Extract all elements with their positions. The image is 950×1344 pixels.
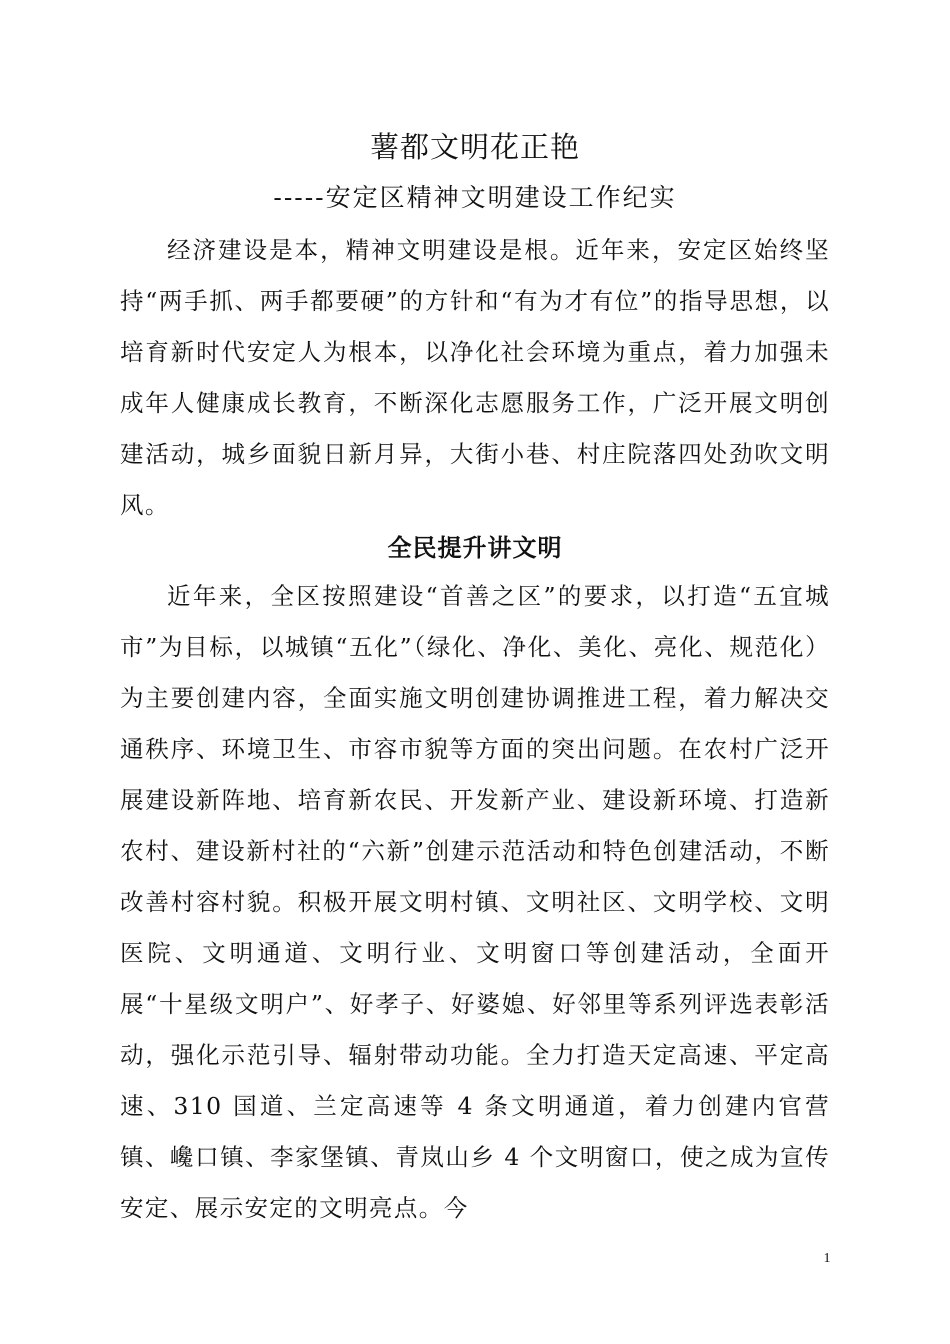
document-title: 薯都文明花正艳	[369, 130, 580, 164]
document-subtitle: -----安定区精神文明建设工作纪实	[273, 183, 677, 212]
section-heading: 全民提升讲文明	[387, 534, 563, 562]
intro-paragraph: 经济建设是本，精神文明建设是根。近年来，安定区始终坚持“两手抓、两手都要硬”的方针和“有为才有位”的指导思想，以培育新时代安定人为根本，以净化社会环境为重点，着力加强未成年人健康成长教育，不断深化志愿服务工作，广泛开展文明创建活动，城乡面貌日新月异，大街小巷、村庄院落四处劲吹文明风。	[120, 236, 830, 519]
body-paragraph: 近年来，全区按照建设“首善之区”的要求，以打造“五宜城市”为目标，以城镇“五化”（绿化、净化、美化、亮化、规范化）为主要创建内容，全面实施文明创建协调推进工程，着力解决交通秩序、环境卫生、市容市貌等方面的突出问题。在农村广泛开展建设新阵地、培育新农民、开发新产业、建设新环境、打造新农村、建设新村社的“六新”创建示范活动和特色创建活动，不断改善村容村貌。积极开展文明村镇、文明社区、文明学校、文明医院、文明通道、文明行业、文明窗口等创建活动，全面开展“十星级文明户”、好孝子、好婆媳、好邻里等系列评选表彰活动，强化示范引导、辐射带动功能。全力打造天定高速、平定高速、310 国道、兰定高速等 4 条文明通道，着力创建内官营镇、巉口镇、李家堡镇、青岚山乡 4 个文明窗口，使之成为宣传安定、展示安定的文明亮点。今	[120, 582, 830, 1222]
page-number: 1	[823, 1251, 831, 1266]
